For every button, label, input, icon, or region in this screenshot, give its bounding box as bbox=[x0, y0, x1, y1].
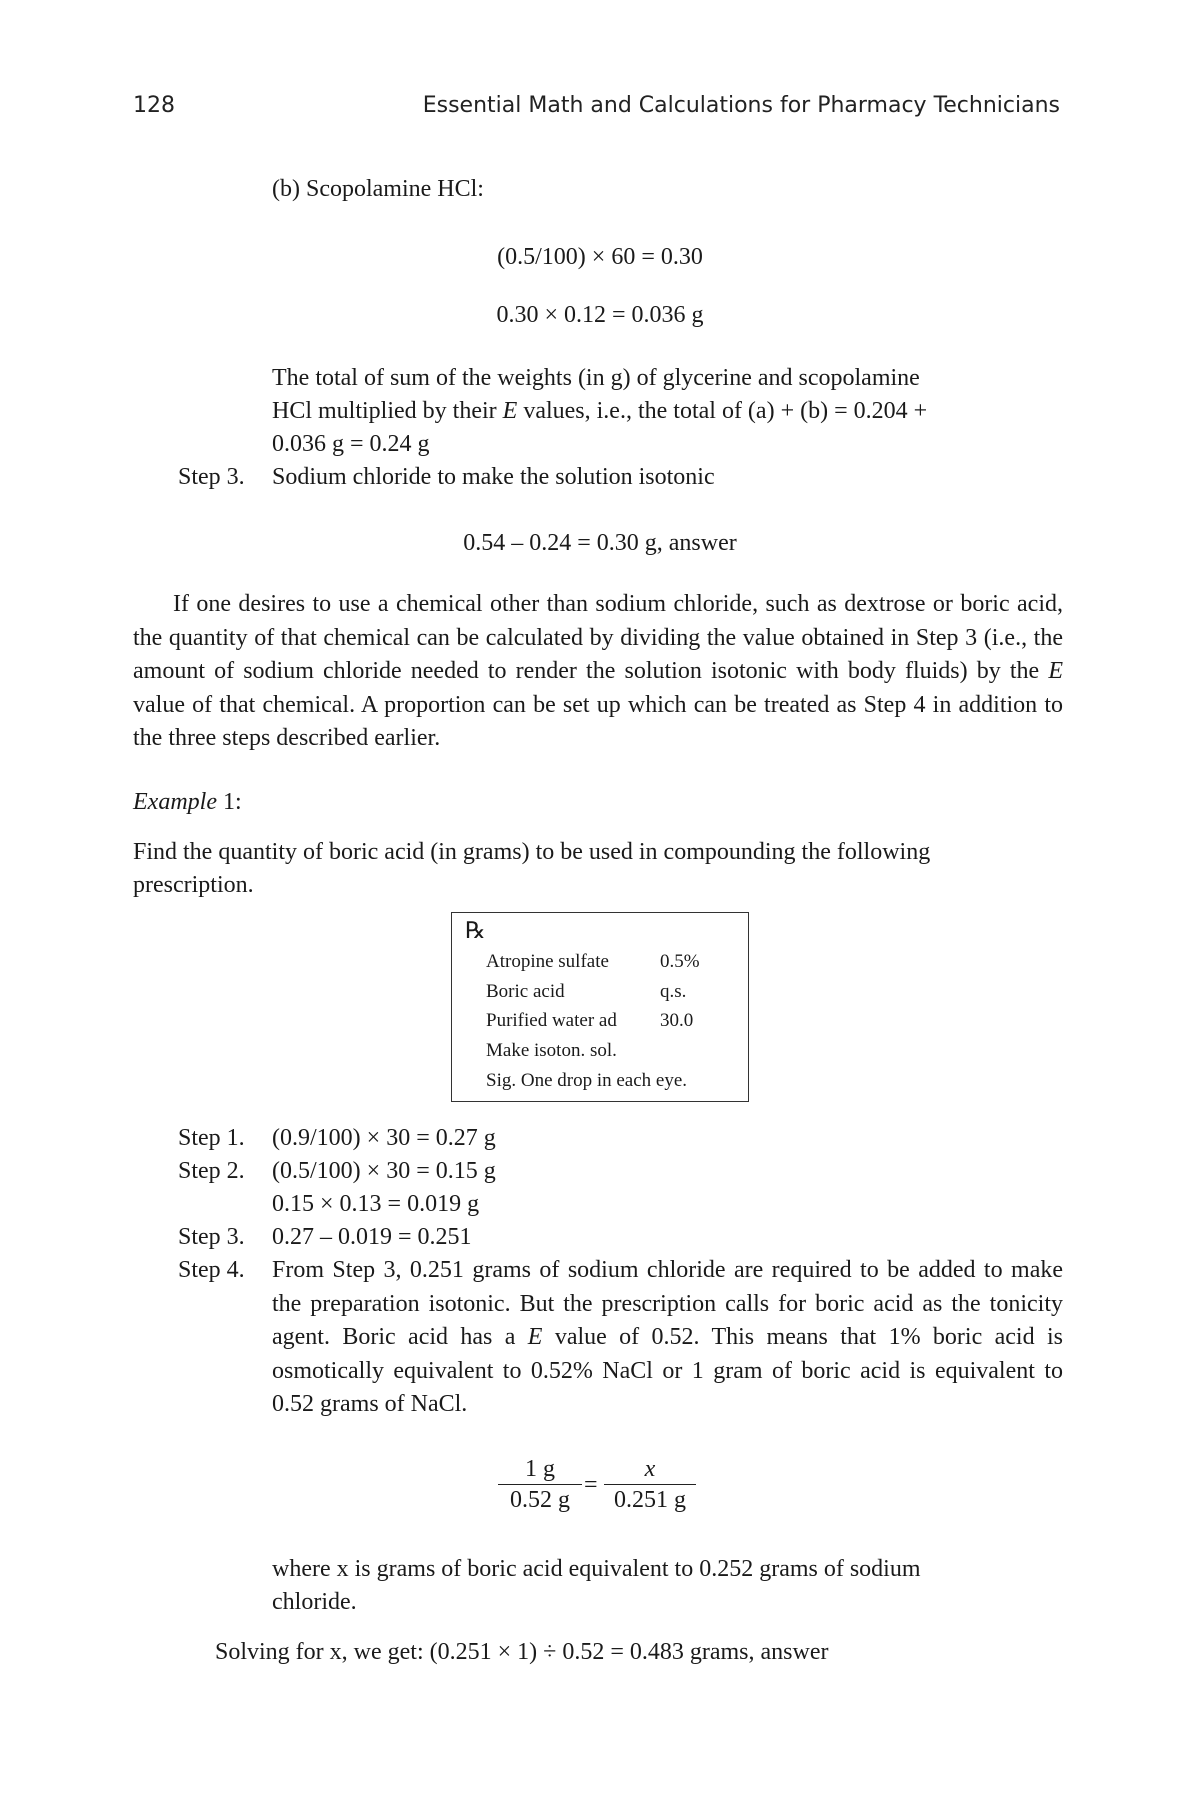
step4-part-1: From Step 3, 0.251 grams of sodium chloride are required to be added to make the preparation isotonic. But the prescription calls for boric acid as the tonicity agent. Boric acid has a bbox=[272, 1257, 1063, 1350]
total-line-2-pre: HCl multiplied by their bbox=[272, 398, 503, 424]
running-title: Essential Math and Calculations for Pharmacy Technicians bbox=[422, 93, 1060, 118]
page-number: 128 bbox=[133, 93, 175, 118]
variable-x: x bbox=[644, 1456, 656, 1482]
rx-item-name: Sig. One drop in each eye. bbox=[486, 1070, 688, 1091]
step3-label: Step 3. bbox=[178, 464, 245, 490]
running-header bbox=[133, 93, 1060, 118]
step3b-text: 0.27 – 0.019 = 0.251 bbox=[272, 1224, 472, 1250]
where-line-2: chloride. bbox=[272, 1589, 357, 1615]
rx-item-name: Purified water ad bbox=[486, 1010, 617, 1031]
rx-item-value: 30.0 bbox=[660, 1010, 694, 1031]
example-label-word: Example bbox=[133, 789, 217, 815]
fraction-left-denominator: 0.52 g bbox=[510, 1487, 570, 1513]
fraction-left bbox=[498, 1454, 582, 1515]
total-line-3: 0.036 g = 0.24 g bbox=[272, 431, 430, 457]
rx-item-name: Boric acid bbox=[486, 981, 565, 1002]
rx-item-name: Atropine sulfate bbox=[486, 951, 609, 972]
where-line-1: where x is grams of boric acid equivalent to 0.252 grams of sodium bbox=[272, 1556, 921, 1582]
step1-label: Step 1. bbox=[178, 1125, 245, 1151]
example-label-number: 1: bbox=[216, 789, 242, 815]
rx-item-name: Make isoton. sol. bbox=[486, 1040, 617, 1061]
paragraph-part-1: If one desires to use a chemical other than sodium chloride, such as dextrose or boric acid, the quantity of that chemical can be calculated by dividing the value obtained in Step 3 (i.e., the amount of sodium chloride needed to render the solution isotonic with body fluids) by the bbox=[133, 591, 1063, 684]
step1-text: (0.9/100) × 30 = 0.27 g bbox=[272, 1125, 496, 1151]
fraction-right-numerator bbox=[604, 1454, 696, 1484]
step3-text: Sodium chloride to make the solution isotonic bbox=[272, 464, 715, 490]
rx-symbol: ℞ bbox=[465, 918, 486, 943]
e-symbol: E bbox=[1048, 658, 1063, 684]
fraction-left-numerator: 1 g bbox=[525, 1456, 555, 1482]
step4-label: Step 4. bbox=[178, 1257, 245, 1283]
example-label bbox=[133, 786, 242, 819]
step3b-label: Step 3. bbox=[178, 1224, 245, 1250]
rx-item-value: 0.5% bbox=[660, 951, 700, 972]
step4-part-2: value of 0.52. This means that 1% boric acid is osmotically equivalent to 0.52% NaCl or 1 gram of boric acid is equivalent to 0.52 grams of NaCl. bbox=[272, 1324, 1063, 1417]
solving-line: Solving for x, we get: (0.251 × 1) ÷ 0.52 = 0.483 grams, answer bbox=[215, 1639, 829, 1665]
e-symbol: E bbox=[527, 1324, 543, 1350]
fraction-right-denominator: 0.251 g bbox=[614, 1487, 686, 1513]
step3-equation: 0.54 – 0.24 = 0.30 g, answer bbox=[463, 530, 737, 556]
total-line-1: The total of sum of the weights (in g) of glycerine and scopolamine bbox=[272, 365, 920, 391]
paragraph-part-2: value of that chemical. A proportion can be set up which can be treated as Step 4 in addition to the three steps described earlier. bbox=[133, 691, 1063, 751]
body-paragraph bbox=[133, 588, 1063, 756]
e-symbol: E bbox=[502, 398, 518, 424]
step2-label: Step 2. bbox=[178, 1158, 245, 1184]
equation-scopolamine-2: 0.30 × 0.12 = 0.036 g bbox=[496, 302, 704, 328]
step4-text bbox=[272, 1254, 1063, 1422]
rx-item-value: q.s. bbox=[660, 981, 687, 1002]
example-question-line-2: prescription. bbox=[133, 872, 254, 898]
step2-text: (0.5/100) × 30 = 0.15 g bbox=[272, 1158, 496, 1184]
proportion-equals: = bbox=[584, 1472, 598, 1498]
total-line-2 bbox=[272, 395, 927, 428]
step2-continuation: 0.15 × 0.13 = 0.019 g bbox=[272, 1191, 480, 1217]
prescription-box bbox=[451, 912, 749, 1102]
total-line-2-post: values, i.e., the total of (a) + (b) = 0.204 + bbox=[517, 398, 928, 424]
equation-scopolamine-1: (0.5/100) × 60 = 0.30 bbox=[497, 244, 703, 270]
example-question-line-1: Find the quantity of boric acid (in grams) to be used in compounding the following bbox=[133, 839, 931, 865]
part-b-heading: (b) Scopolamine HCl: bbox=[272, 176, 484, 202]
fraction-right bbox=[604, 1454, 696, 1515]
